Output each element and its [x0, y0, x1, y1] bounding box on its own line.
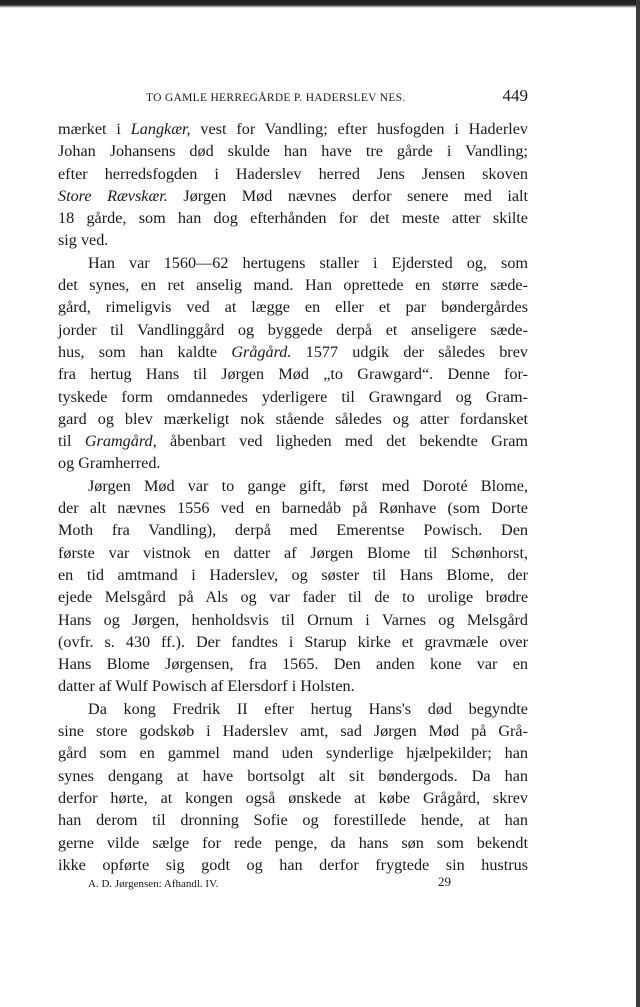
text-run: og Gramherred. [58, 454, 161, 473]
text-line [58, 497, 528, 519]
text-run: datter af Wulf Powisch af Elersdorf i Holsten. [58, 677, 355, 696]
text-run: Hans og Jørgen, henholdsvis til Ornum i Varnes og Melsgård [58, 610, 528, 629]
text-run: synes dengang at have bortsolgt alt sit bøndergods. Da han [58, 766, 528, 785]
text-line [58, 185, 528, 207]
text-run: gerne vilde sælge for rede penge, da hans søn som bekendt [58, 833, 528, 852]
running-head [58, 84, 528, 118]
text-line [58, 631, 528, 653]
text-line [58, 809, 528, 831]
text-run: sig ved. [58, 231, 109, 250]
text-line [58, 408, 528, 430]
text-line [58, 452, 528, 474]
text-line [58, 854, 528, 876]
text-run: Jørgen Mød nævnes derfor senere med ialt [167, 186, 528, 205]
text-run: mærket i [58, 120, 131, 138]
text-line [58, 475, 528, 497]
text-line [58, 163, 528, 185]
text-run: Johan Johansens død skulde han have tre gårde i Vandling; [58, 142, 528, 161]
text-run: jorder til Vandlinggård og byggede derpå et anseligere sæde- [58, 320, 528, 339]
text-run: han derom til dronning Sofie og forestillede hende, at han [58, 811, 528, 830]
book-page [58, 84, 528, 896]
text-run: ejede Melsgård på Als og var fader til de to urolige brødre [58, 588, 528, 607]
text-run: vest for Vandling; efter husfogden i Haderlev [190, 120, 528, 138]
text-run: åbenbart ved ligheden med det bekendte Gram [156, 432, 528, 451]
text-line [58, 207, 528, 229]
text-line [58, 675, 528, 697]
text-run: Jørgen Mød var to gange gift, først med Doroté Blome, [88, 476, 528, 495]
text-run: ikke opførte sig godt og han derfor frygtede sin hustrus [58, 855, 528, 874]
text-line [58, 609, 528, 631]
text-line [58, 832, 528, 854]
text-line [58, 720, 528, 742]
text-run: sine store godskøb i Haderslev amt, sad Jørgen Mød på Grå- [58, 722, 528, 741]
text-line [58, 430, 528, 452]
scan-edge-top [0, 0, 640, 8]
page-number: 449 [502, 86, 528, 105]
text-run: 1577 udgik der således brev [291, 342, 528, 361]
text-line [58, 564, 528, 586]
text-line [58, 787, 528, 809]
text-line [58, 296, 528, 318]
text-line [58, 229, 528, 251]
text-line [58, 765, 528, 787]
text-line [58, 319, 528, 341]
text-run: det synes, en ret anselig mand. Han oprettede en større sæde- [58, 276, 528, 295]
text-run: gard og blev mærkeligt nok stående således og atter fordansket [58, 409, 528, 428]
text-run: Moth fra Vandling), derpå med Emerentse Powisch. Den [58, 521, 528, 540]
text-line [58, 140, 528, 162]
running-title: TO GAMLE HERREGÅRDE P. HADERSLEV NES. [146, 92, 406, 104]
text-line [58, 519, 528, 541]
footer-author-note: A. D. Jørgensen: Afhandl. IV. [88, 878, 219, 891]
text-run: 18 gårde, som han dog efterhånden for det meste atter skilte [58, 209, 528, 228]
text-line [58, 252, 528, 274]
text-line [58, 742, 528, 764]
text-line [58, 586, 528, 608]
text-run: tyskede form omdannedes yderligere til Grawngard og Gram- [58, 387, 528, 406]
text-line [58, 363, 528, 385]
text-line [58, 542, 528, 564]
text-run: Han var 1560—62 hertugens staller i Ejdersted og, som [88, 253, 528, 272]
body-text [58, 118, 528, 876]
text-line [58, 118, 528, 140]
text-run: fra hertug Hans til Jørgen Mød „to Grawgard“. Denne for- [58, 365, 528, 384]
text-run: gård, rimeligvis ved at lægge en eller et par bøndergårdes [58, 298, 528, 317]
text-line [58, 653, 528, 675]
text-line [58, 698, 528, 720]
text-run: efter herredsfogden i Haderslev herred Jens Jensen skoven [58, 164, 528, 183]
signature-mark: 29 [438, 874, 451, 890]
text-run: Hans Blome Jørgensen, fra 1565. Den anden kone var en [58, 655, 528, 674]
text-line [58, 386, 528, 408]
text-run: gård som en gammel mand uden synderlige hjælpekilder; han [58, 744, 528, 763]
text-run: der alt nævnes 1556 ved en barnedåb på Rønhave (som Dorte [58, 499, 528, 518]
scan-edge-right [636, 0, 640, 1007]
text-run: derfor hørte, at kongen også ønskede at købe Grågård, skrev [58, 788, 528, 807]
text-run: en tid amtmand i Haderslev, og søster til Hans Blome, der [58, 565, 528, 584]
text-run: første var vistnok en datter af Jørgen Blome til Schønhorst, [58, 543, 528, 562]
italic-text-run: Grågård. [231, 342, 292, 361]
italic-text-run: Gramgård, [84, 432, 157, 451]
text-run: hus, som han kaldte [58, 342, 232, 361]
text-run: (ovfr. s. 430 ff.). Der fandtes i Starup kirke et gravmæle over [58, 632, 528, 651]
text-run: Da kong Fredrik II efter hertug Hans's død begyndte [88, 699, 528, 718]
text-line [58, 341, 528, 363]
text-run: til [58, 432, 85, 451]
text-line [58, 274, 528, 296]
italic-text-run: Store Rævskær. [58, 186, 168, 205]
page-footer [58, 874, 528, 896]
italic-text-run: Langkær, [130, 120, 191, 138]
